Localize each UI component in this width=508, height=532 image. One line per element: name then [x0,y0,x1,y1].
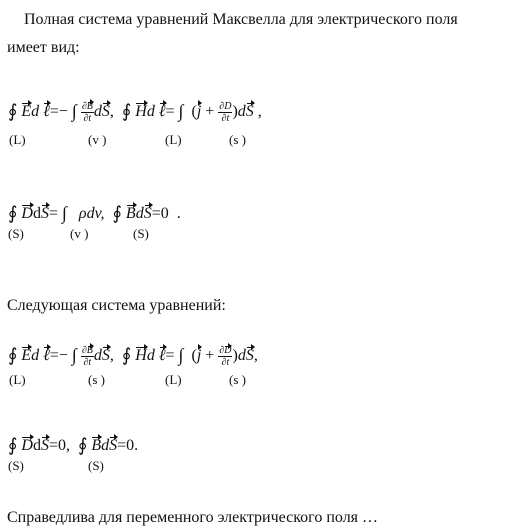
sub-s-3: (s ) [229,372,246,387]
sub-v-2: (v ) [70,226,89,241]
sub-s-1: (s ) [229,132,246,147]
equation-faraday-1: ∮ Ed ℓ=− ∫ $\frac{\partial B}{\partial t}$ dS, ∮ Hd ℓ= ∫ (j + $\frac{\partial D}{\partial t}$ )dS , [8,100,262,124]
sub-S-3: (S) [8,458,24,473]
answer-line: Справедлива для переменного электрического поля … [7,509,379,526]
sub-S-4: (S) [88,458,104,473]
equation-gauss-2: ∮ DdS=0, ∮ BdS=0. [8,435,139,455]
sub-L-2: (L) [165,132,182,147]
question-line: Следующая система уравнений: [7,297,226,314]
intro-line-1: Полная система уравнений Максвелла для электрического поля [24,11,458,28]
equation-gauss-1: ∮ DdS= ∫ ρdv, ∮ BdS=0 . [8,203,181,223]
intro-line-2: имеет вид: [7,39,80,56]
equation-faraday-2: ∮ Ed ℓ=− ∫ $\frac{\partial B}{\partial t}$ dS, ∮ Hd ℓ= ∫ (j + $\frac{\partial D}{\partial t}$ )dS, [8,344,258,368]
fraction-dB-dt: $\frac{\partial B}{\partial t}$ [81,100,93,124]
contour-integral-symbol: ∮ [8,101,18,121]
sub-S-1: (S) [8,226,24,241]
sub-s-2: (s ) [88,372,105,387]
sub-L-4: (L) [165,372,182,387]
sub-S-2: (S) [133,226,149,241]
sub-L-1: (L) [9,132,26,147]
fraction-dD-dt: $\frac{\partial D}{\partial t}$ [219,100,232,124]
sub-L-3: (L) [9,372,26,387]
sub-v-1: (v ) [88,132,107,147]
